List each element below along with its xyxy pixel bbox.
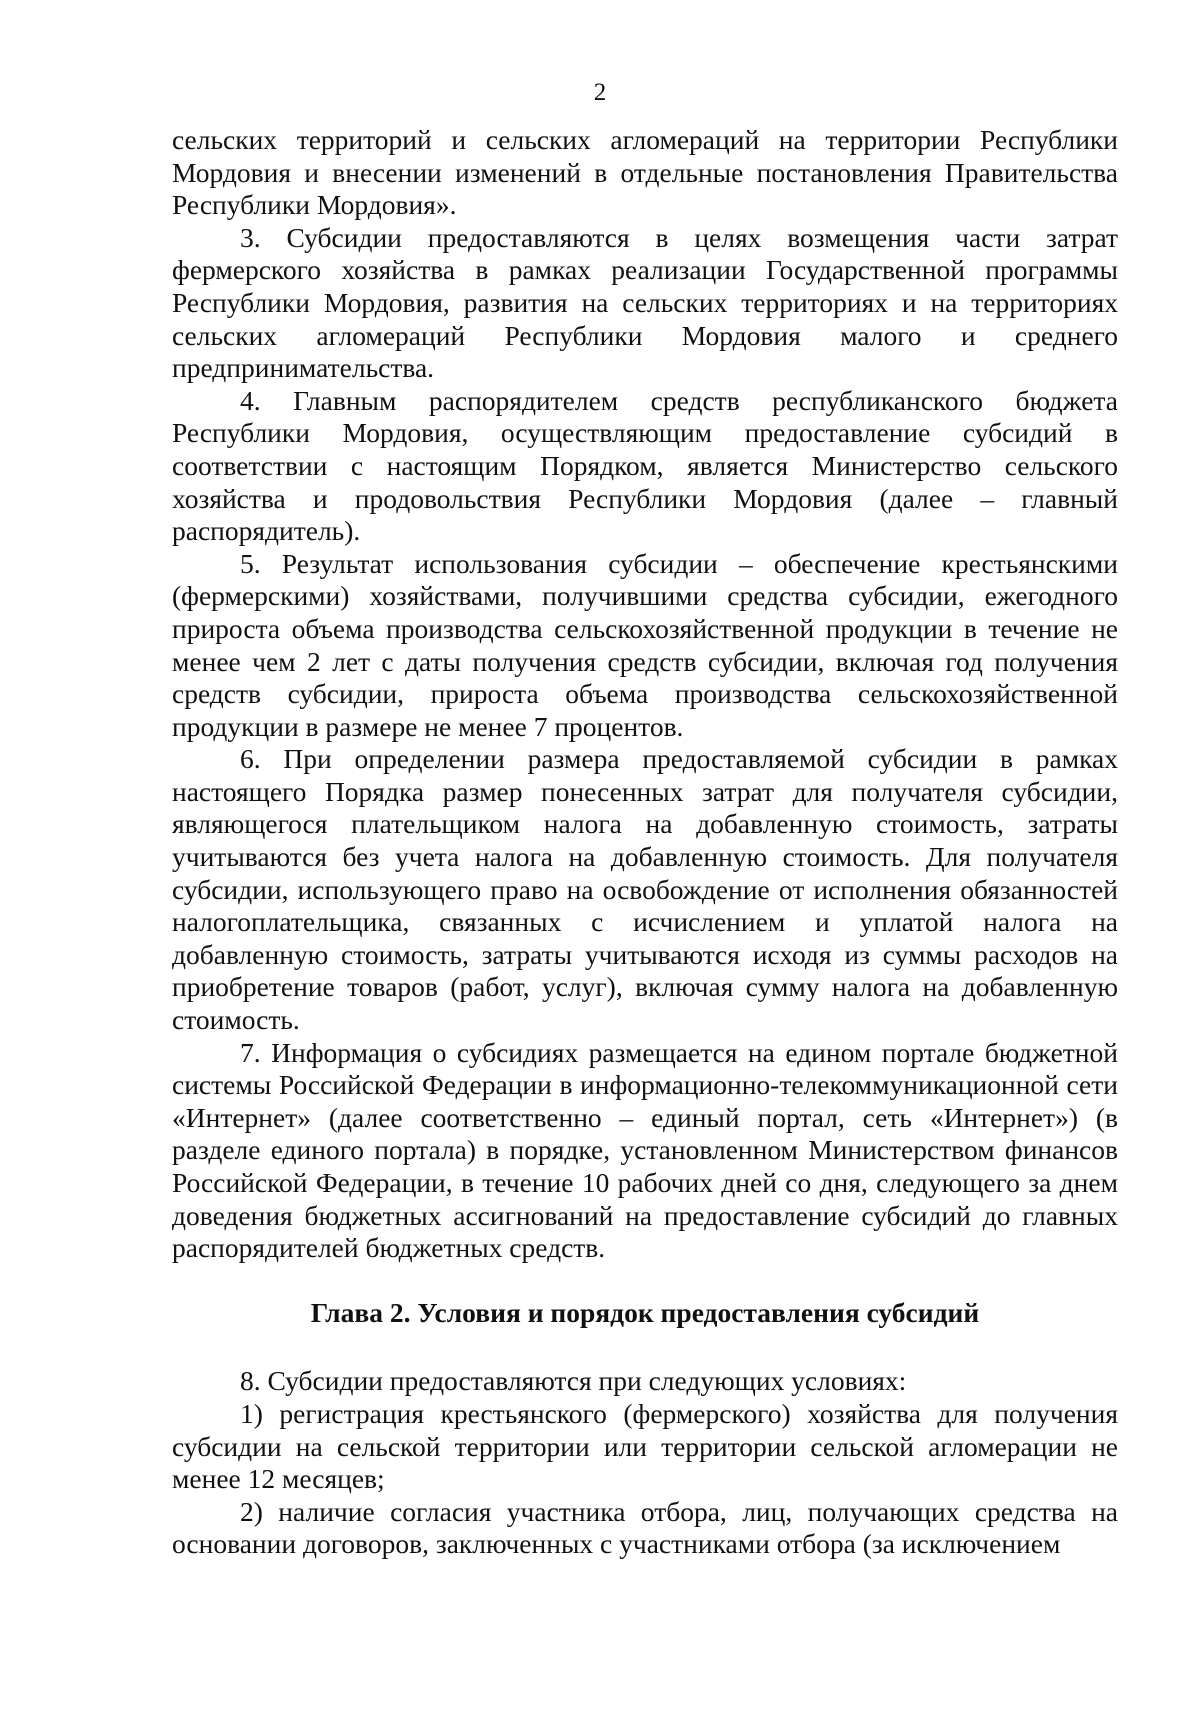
page-number: 2 xyxy=(593,79,607,106)
condition-1: 1) регистрация крестьянского (фермерского) хозяйства для получения субсидии на сельской территории или территории сельской агломерации не менее 12 месяцев; xyxy=(172,1397,1118,1495)
paragraph-continuation: сельских территорий и сельских агломераций на территории Республики Мордовия и внесении изменений в отдельные постановления Правительства Республики Мордовия». xyxy=(172,124,1118,221)
chapter-heading: Глава 2. Условия и порядок предоставления субсидий xyxy=(310,1296,980,1328)
paragraph-5: 5. Результат использования субсидии – обеспечение крестьянскими (фермерскими) хозяйствами, получившими средства субсидии, ежегодного прироста объема производства сельскохозяйственной продукции в течение не менее чем 2 лет с даты получения средств субсидии, включая год получения средств субсидии, прироста объема производства сельскохозяйственной продукции в размере не менее 7 процентов. xyxy=(172,547,1118,742)
paragraph-4: 4. Главным распорядителем средств республиканского бюджета Республики Мордовия, осуществляющим предоставление субсидий в соответствии с настоящим Порядком, является Министерство сельского хозяйства и продовольствия Республики Мордовия (далее – главный распорядитель). xyxy=(172,384,1118,547)
paragraph-8: 8. Субсидии предоставляются при следующих условиях: xyxy=(240,1365,907,1397)
condition-2: 2) наличие согласия участника отбора, лиц, получающих средства на основании договоров, заключенных с участниками отбора (за исключением xyxy=(172,1495,1118,1560)
paragraph-6: 6. При определении размера предоставляемой субсидии в рамках настоящего Порядка размер понесенных затрат для получателя субсидии, являющегося плательщиком налога на добавленную стоимость, затраты учитываются без учета налога на добавленную стоимость. Для получателя субсидии, использующего право на освобождение от исполнения обязанностей налогоплательщика, связанных с исчислением и уплатой налога на добавленную стоимость, затраты учитываются исходя из суммы расходов на приобретение товаров (работ, услуг), включая сумму налога на добавленную стоимость. xyxy=(172,743,1118,1036)
paragraph-7: 7. Информация о субсидиях размещается на едином портале бюджетной системы Российской Федерации в информационно-телекоммуникационной сети «Интернет» (далее соответственно – единый портал, сеть «Интернет») (в разделе единого портала) в порядке, установленном Министерством финансов Российской Федерации, в течение 10 рабочих дней со дня, следующего за днем доведения бюджетных ассигнований на предоставление субсидий до главных распорядителей бюджетных средств. xyxy=(172,1036,1118,1264)
paragraph-3: 3. Субсидии предоставляются в целях возмещения части затрат фермерского хозяйства в рамках реализации Государственной программы Республики Мордовия, развития на сельских территориях и на территориях сельских агломераций Республики Мордовия малого и среднего предпринимательства. xyxy=(172,221,1118,384)
document-body xyxy=(172,124,1118,1561)
